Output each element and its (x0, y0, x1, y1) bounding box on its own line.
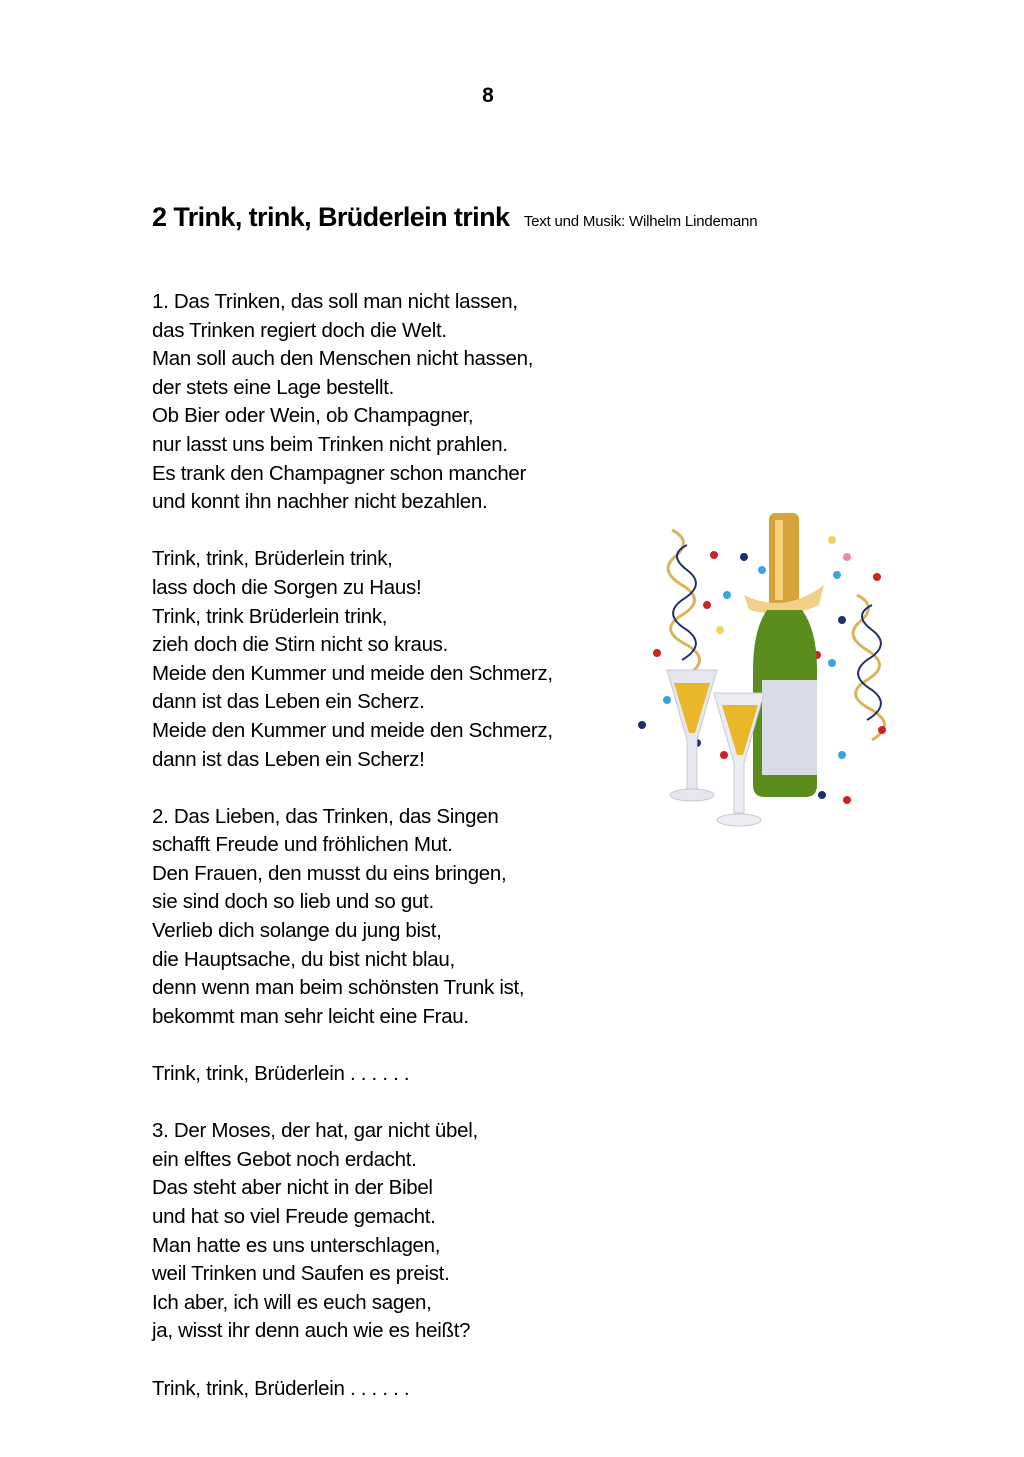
lyric-line: und konnt ihn nachher nicht bezahlen. (152, 490, 488, 514)
lyric-line: Man hatte es uns unterschlagen, (152, 1233, 441, 1257)
stanza (152, 1117, 553, 1346)
lyric-line: ja, wisst ihr denn auch wie es heißt? (152, 1319, 471, 1343)
lyric-line: Den Frauen, den musst du eins bringen, (152, 861, 507, 885)
lyric-line: nur lasst uns beim Trinken nicht prahlen. (152, 432, 508, 456)
lyric-line: lass doch die Sorgen zu Haus! (152, 575, 422, 599)
song-credit: Text und Musik: Wilhelm Lindemann (523, 213, 758, 230)
lyric-line: weil Trinken und Saufen es preist. (152, 1262, 450, 1286)
lyric-line: Ich aber, ich will es euch sagen, (152, 1290, 432, 1314)
lyric-line: Trink, trink, Brüderlein . . . . . . (152, 1376, 410, 1400)
lyric-line: dann ist das Leben ein Scherz! (152, 747, 425, 771)
stanza (152, 1375, 553, 1404)
lyric-line: bekommt man sehr leicht eine Frau. (152, 1004, 469, 1028)
page-number: 8 (482, 84, 494, 107)
lyric-line: 2. Das Lieben, das Trinken, das Singen (152, 804, 499, 828)
lyric-line: der stets eine Lage bestellt. (152, 375, 395, 399)
stanza (152, 803, 553, 1032)
champagne-illustration-icon (632, 505, 897, 835)
lyric-line: denn wenn man beim schönsten Trunk ist, (152, 976, 525, 1000)
lyric-line: Ob Bier oder Wein, ob Champagner, (152, 404, 474, 428)
lyrics (152, 288, 553, 1432)
lyric-line: ein elftes Gebot noch erdacht. (152, 1147, 417, 1171)
lyric-line: Das steht aber nicht in der Bibel (152, 1176, 433, 1200)
song-header (152, 202, 757, 233)
stanza (152, 545, 553, 774)
lyric-line: Meide den Kummer und meide den Schmerz, (152, 718, 553, 742)
lyric-line: dann ist das Leben ein Scherz. (152, 690, 425, 714)
lyric-line: Trink, trink, Brüderlein trink, (152, 547, 393, 571)
lyric-line: schafft Freude und fröhlichen Mut. (152, 833, 453, 857)
lyric-line: 1. Das Trinken, das soll man nicht lassen, (152, 290, 518, 313)
lyric-line: Man soll auch den Menschen nicht hassen, (152, 347, 534, 371)
lyric-line: und hat so viel Freude gemacht. (152, 1205, 436, 1228)
stanza (152, 288, 553, 517)
lyric-line: zieh doch die Stirn nicht so kraus. (152, 633, 449, 657)
lyric-line: die Hauptsache, du bist nicht blau, (152, 947, 455, 971)
lyric-line: das Trinken regiert doch die Welt. (152, 318, 447, 342)
stanza (152, 1060, 553, 1089)
lyric-line: Trink, trink Brüderlein trink, (152, 604, 388, 628)
lyric-line: Meide den Kummer und meide den Schmerz, (152, 661, 553, 685)
lyric-line: Trink, trink, Brüderlein . . . . . . (152, 1062, 410, 1086)
lyric-line: sie sind doch so lieb und so gut. (152, 890, 434, 914)
lyric-line: 3. Der Moses, der hat, gar nicht übel, (152, 1119, 478, 1143)
lyric-line: Es trank den Champagner schon mancher (152, 461, 527, 485)
lyric-line: Verlieb dich solange du jung bist, (152, 919, 442, 943)
song-title: 2 Trink, trink, Brüderlein trink (152, 202, 510, 232)
